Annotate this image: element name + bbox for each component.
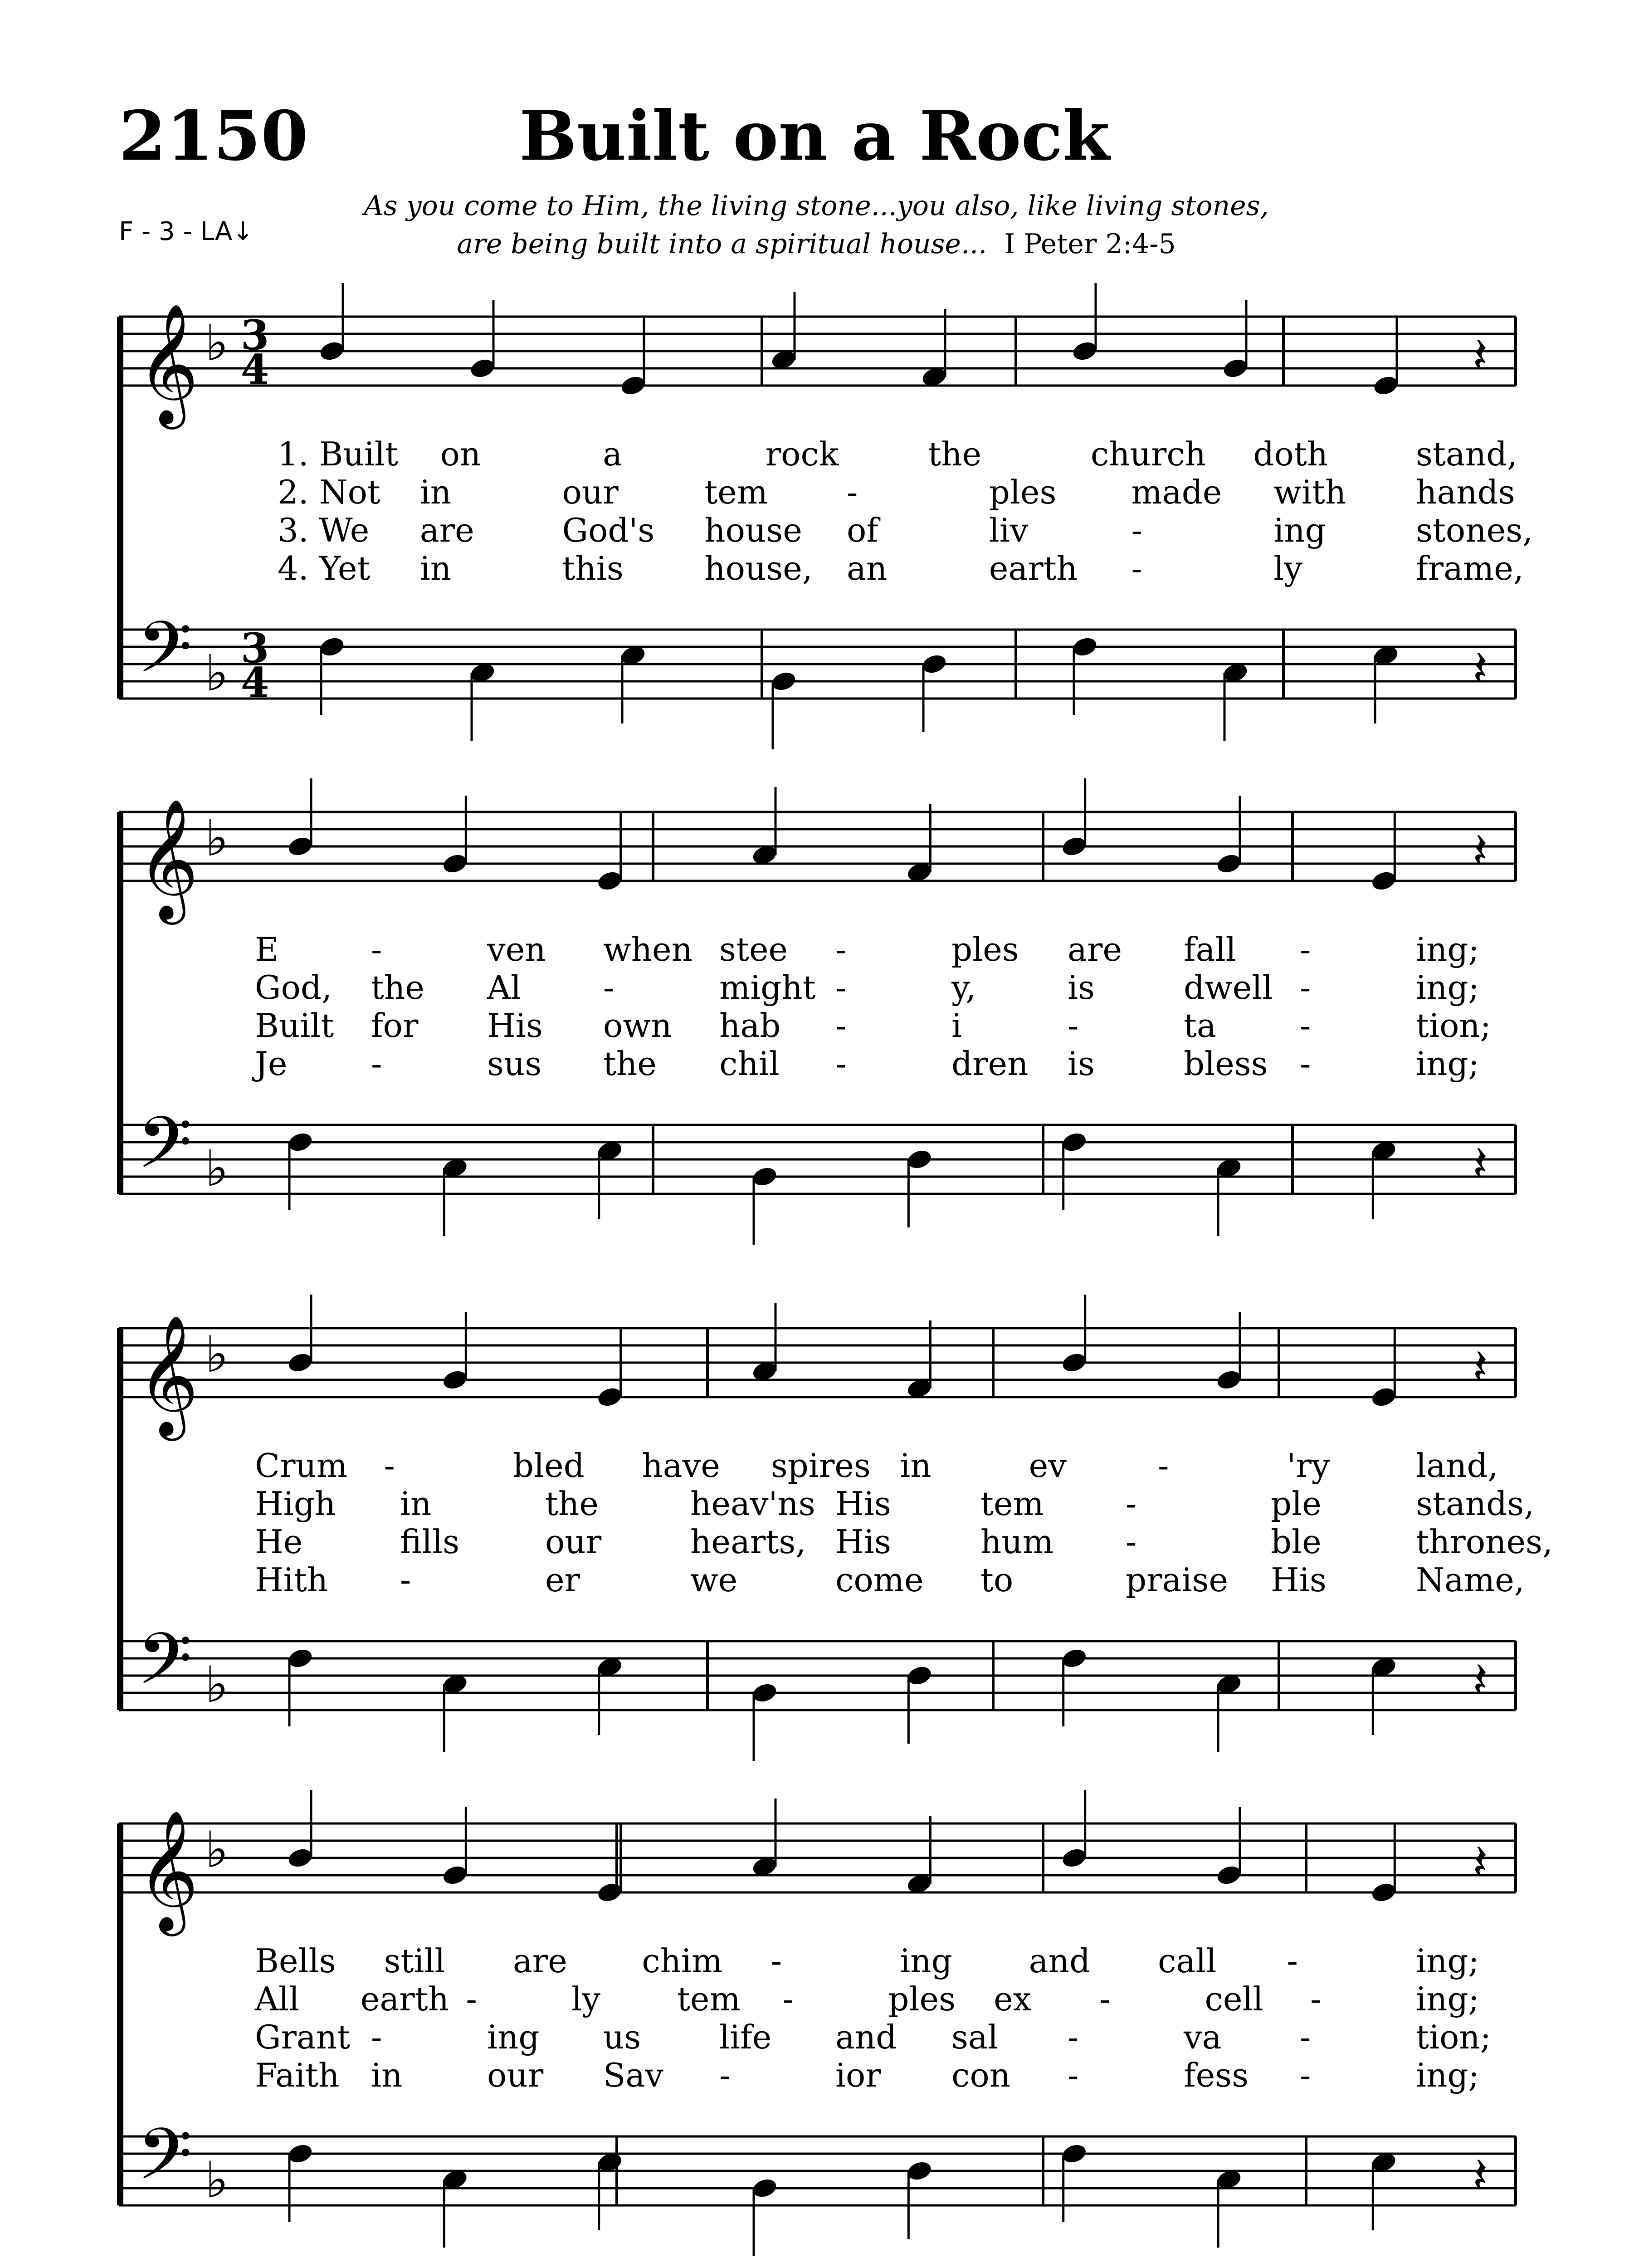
lyric-syllable: ev: [1029, 1447, 1067, 1485]
lyric-syllable: stands,: [1416, 1485, 1535, 1523]
lyric-syllable: -: [384, 1447, 395, 1485]
lyric-syllable: 3. We: [278, 511, 370, 549]
notehead: [1215, 852, 1243, 875]
quarter-rest-icon: 𝄽: [1473, 1651, 1488, 1709]
lyric-syllable: bless: [1184, 1045, 1268, 1083]
lyric-syllable: ly: [1273, 549, 1302, 587]
lyric-syllable: -: [1300, 2056, 1311, 2094]
lyric-syllable: -: [1126, 1523, 1137, 1561]
lyric-syllable: High: [255, 1485, 336, 1523]
lyric-syllable: hearts,: [690, 1523, 806, 1561]
quarter-rest-icon: 𝄽: [1473, 2146, 1488, 2204]
lyric-syllable: heav'ns: [690, 1485, 815, 1523]
lyric-syllable: Bells: [255, 1942, 336, 1980]
bass-clef-icon: 𝄢: [137, 2113, 193, 2213]
lyric-syllable: sal: [951, 2018, 998, 2056]
lyric-syllable: -: [371, 930, 382, 968]
lyric-syllable: dwell: [1184, 968, 1273, 1007]
lyric-syllable: ex: [994, 1980, 1032, 2018]
lyric-syllable: 4. Yet: [278, 549, 371, 587]
lyric-syllable: -: [1300, 1045, 1311, 1083]
lyric-syllable: in: [371, 2056, 403, 2094]
lyric-syllable: -: [1131, 549, 1142, 587]
lyric-syllable: -: [835, 1045, 847, 1083]
lyric-syllable: doth: [1253, 435, 1328, 473]
lyric-syllable: cell: [1205, 1980, 1263, 2018]
lyric-syllable: fills: [400, 1523, 460, 1561]
lyric-syllable: rock: [765, 435, 839, 473]
lyric-syllable: -: [400, 1561, 411, 1599]
lyric-syllable: -: [371, 2018, 382, 2056]
lyric-syllable: fall: [1184, 930, 1236, 968]
lyric-syllable: the: [371, 968, 424, 1007]
lyric-syllable: liv: [989, 511, 1029, 549]
lyric-syllable: ple: [1271, 1485, 1322, 1523]
hymn-number: 2150: [119, 96, 308, 176]
lyric-syllable: stee: [719, 930, 788, 968]
lyric-syllable: Built: [255, 1007, 334, 1045]
lyric-syllable: -: [835, 1007, 847, 1045]
lyric-syllable: God,: [255, 968, 332, 1007]
lyric-syllable: tion;: [1416, 2018, 1491, 2056]
lyric-syllable: -: [1068, 2018, 1079, 2056]
notehead: [286, 1846, 314, 1870]
lyric-syllable: Hith: [255, 1561, 328, 1599]
lyric-syllable: hands: [1416, 473, 1515, 511]
notehead: [751, 1681, 778, 1705]
notehead: [286, 2142, 314, 2165]
lyric-syllable: the: [603, 1045, 657, 1083]
lyric-syllable: ing;: [1416, 930, 1479, 968]
notehead: [441, 1863, 469, 1887]
hymn-title: Built on a Rock: [519, 96, 1110, 176]
notehead: [906, 1148, 933, 1171]
lyric-syllable: still: [384, 1942, 445, 1980]
lyric-syllable: tion;: [1416, 1007, 1491, 1045]
notehead: [1370, 1385, 1398, 1409]
lyric-syllable: -: [1126, 1485, 1137, 1523]
lyric-syllable: -: [1310, 1980, 1322, 2018]
notehead: [286, 1130, 314, 1154]
lyric-syllable: va: [1184, 2018, 1222, 2056]
lyric-syllable: -: [1287, 1942, 1298, 1980]
notehead: [1215, 1863, 1243, 1887]
tune-code: F - 3 - LA↓: [119, 217, 254, 246]
lyric-syllable: with: [1273, 473, 1346, 511]
bass-clef-icon: 𝄢: [137, 1618, 193, 1718]
notehead: [1370, 1881, 1398, 1904]
lyric-syllable: He: [255, 1523, 303, 1561]
lyric-syllable: the: [928, 435, 982, 473]
lyric-syllable: -: [1131, 511, 1142, 549]
lyric-syllable: ble: [1271, 1523, 1322, 1561]
notehead: [920, 652, 948, 676]
notehead: [751, 2176, 778, 2200]
lyric-syllable: All: [255, 1980, 300, 2018]
lyric-syllable: -: [371, 1045, 382, 1083]
lyric-syllable: -: [847, 473, 858, 511]
notehead: [1060, 1130, 1088, 1154]
lyric-syllable: -: [782, 1980, 794, 2018]
lyric-syllable: er: [545, 1561, 580, 1599]
lyric-syllable: Sav: [603, 2056, 663, 2094]
lyric-syllable: house: [704, 511, 802, 549]
lyric-syllable: spires: [771, 1447, 871, 1485]
notehead: [1060, 2142, 1088, 2165]
epigraph-line-2-text: are being built into a spiritual house...: [457, 228, 987, 260]
lyric-syllable: and: [835, 2018, 897, 2056]
notehead: [318, 339, 346, 363]
bass-clef-icon: 𝄢: [137, 1101, 193, 1202]
lyric-syllable: bled: [512, 1447, 585, 1485]
lyric-syllable: when: [603, 930, 693, 968]
system-bracket: [117, 1328, 123, 1710]
lyric-syllable: for: [371, 1007, 419, 1045]
lyric-syllable: are: [419, 511, 474, 549]
quarter-rest-icon: 𝄽: [1473, 640, 1488, 698]
lyric-syllable: -: [466, 1980, 477, 2018]
lyric-syllable: our: [562, 473, 619, 511]
notehead: [1370, 869, 1398, 893]
treble-clef-icon: 𝄞: [137, 798, 199, 919]
notehead: [1215, 1368, 1243, 1392]
lyric-syllable: ing;: [1416, 1942, 1479, 1980]
notehead: [906, 2159, 933, 2183]
lyric-syllable: i: [951, 1007, 962, 1045]
lyric-syllable: fess: [1184, 2056, 1249, 2094]
lyric-syllable: tem: [980, 1485, 1044, 1523]
lyric-syllable: ples: [951, 930, 1019, 968]
notehead: [286, 1351, 314, 1374]
lyric-syllable: us: [603, 2018, 641, 2056]
notehead: [1071, 339, 1098, 363]
quarter-rest-icon: 𝄽: [1473, 822, 1488, 880]
lyric-syllable: His: [835, 1485, 891, 1523]
lyric-syllable: -: [1068, 1007, 1079, 1045]
lyric-syllable: ven: [487, 930, 546, 968]
flat-icon: ♭: [205, 1821, 229, 1879]
lyric-syllable: ing: [1273, 511, 1326, 549]
lyric-syllable: ta: [1184, 1007, 1216, 1045]
bass-clef-icon: 𝄢: [137, 606, 193, 706]
time-signature-top: 3: [240, 624, 269, 673]
notehead: [318, 635, 346, 659]
lyric-syllable: ing;: [1416, 1980, 1479, 2018]
lyric-syllable: Faith: [255, 2056, 340, 2094]
lyric-syllable: y,: [951, 968, 976, 1007]
lyric-syllable: -: [771, 1942, 782, 1980]
quarter-rest-icon: 𝄽: [1473, 1135, 1488, 1193]
lyric-syllable: ing: [900, 1942, 952, 1980]
scripture-reference: I Peter 2:4-5: [1004, 228, 1176, 260]
flat-icon: ♭: [205, 1325, 229, 1383]
lyric-syllable: chim: [642, 1942, 723, 1980]
lyric-syllable: in: [419, 549, 452, 587]
notehead: [596, 1385, 624, 1409]
notehead: [1372, 374, 1400, 397]
lyric-syllable: -: [1158, 1447, 1169, 1485]
lyric-syllable: ing: [487, 2018, 540, 2056]
lyric-syllable: tem: [704, 473, 768, 511]
lyric-syllable: His: [1271, 1561, 1327, 1599]
time-signature-top: 3: [240, 311, 269, 360]
lyric-syllable: come: [835, 1561, 924, 1599]
lyric-syllable: life: [719, 2018, 772, 2056]
flat-icon: ♭: [205, 1139, 229, 1198]
lyric-syllable: sus: [487, 1045, 542, 1083]
lyric-syllable: ior: [835, 2056, 881, 2094]
flat-icon: ♭: [205, 644, 229, 702]
lyric-syllable: in: [400, 1485, 432, 1523]
lyric-syllable: 'ry: [1287, 1447, 1330, 1485]
lyric-syllable: -: [1099, 1980, 1111, 2018]
lyric-syllable: and: [1029, 1942, 1091, 1980]
lyric-syllable: -: [1300, 930, 1311, 968]
lyric-syllable: -: [835, 968, 847, 1007]
lyric-syllable: -: [1068, 2056, 1079, 2094]
lyric-syllable: His: [835, 1523, 891, 1561]
lyric-syllable: 1. Built: [278, 435, 398, 473]
system-bracket: [117, 812, 123, 1194]
system-bracket: [117, 1823, 123, 2205]
time-signature-bottom: 4: [240, 346, 269, 394]
lyric-syllable: own: [603, 1007, 672, 1045]
lyric-syllable: an: [847, 549, 888, 587]
treble-clef-icon: 𝄞: [137, 303, 199, 424]
epigraph-line-1: As you come to Him, the living stone...you also, like living stones,: [364, 190, 1269, 222]
quarter-rest-icon: 𝄽: [1473, 1833, 1488, 1892]
notehead: [751, 1165, 778, 1188]
notehead: [1071, 635, 1098, 659]
notehead: [619, 374, 647, 397]
lyric-syllable: hab: [719, 1007, 781, 1045]
notehead: [1060, 1846, 1088, 1870]
lyric-syllable: on: [440, 435, 481, 473]
lyric-syllable: 2. Not: [278, 473, 380, 511]
notehead: [286, 835, 314, 858]
flat-icon: ♭: [205, 314, 229, 372]
lyric-syllable: earth: [989, 549, 1078, 587]
lyric-syllable: -: [1300, 1007, 1311, 1045]
notehead: [596, 869, 624, 893]
lyric-syllable: -: [835, 930, 847, 968]
notehead: [441, 852, 469, 875]
lyric-syllable: chil: [719, 1045, 780, 1083]
lyric-syllable: Name,: [1416, 1561, 1525, 1599]
quarter-rest-icon: 𝄽: [1473, 1338, 1488, 1396]
flat-icon: ♭: [205, 1656, 229, 1714]
lyric-syllable: Crum: [255, 1447, 348, 1485]
lyric-syllable: His: [487, 1007, 543, 1045]
lyric-syllable: thrones,: [1416, 1523, 1553, 1561]
lyric-syllable: E: [255, 930, 279, 968]
lyric-syllable: are: [512, 1942, 567, 1980]
lyric-syllable: -: [603, 968, 615, 1007]
flat-icon: ♭: [205, 809, 229, 867]
lyric-syllable: ples: [989, 473, 1057, 511]
lyric-syllable: con: [951, 2056, 1011, 2094]
lyric-syllable: land,: [1416, 1447, 1498, 1485]
lyric-syllable: church: [1090, 435, 1206, 473]
notehead: [596, 1881, 624, 1904]
notehead: [1221, 357, 1249, 380]
lyric-syllable: ples: [888, 1980, 956, 2018]
lyric-syllable: Grant: [255, 2018, 351, 2056]
lyric-syllable: our: [487, 2056, 544, 2094]
lyric-syllable: ing;: [1416, 1045, 1479, 1083]
lyric-syllable: tem: [677, 1980, 741, 2018]
lyric-syllable: a: [603, 435, 623, 473]
lyric-syllable: the: [545, 1485, 599, 1523]
notehead: [468, 357, 496, 380]
lyric-syllable: this: [562, 549, 624, 587]
lyric-syllable: is: [1068, 1045, 1095, 1083]
lyric-syllable: earth: [360, 1980, 449, 2018]
notehead: [286, 1647, 314, 1670]
lyric-syllable: have: [642, 1447, 720, 1485]
notehead: [906, 1664, 933, 1687]
lyric-syllable: are: [1068, 930, 1122, 968]
lyric-syllable: praise: [1126, 1561, 1229, 1599]
lyric-syllable: hum: [980, 1523, 1054, 1561]
lyric-syllable: frame,: [1416, 549, 1524, 587]
lyric-syllable: -: [1300, 968, 1311, 1007]
lyric-syllable: is: [1068, 968, 1095, 1007]
lyric-syllable: house,: [704, 549, 813, 587]
treble-clef-icon: 𝄞: [137, 1315, 199, 1436]
notehead: [1060, 1351, 1088, 1374]
lyric-syllable: we: [690, 1561, 738, 1599]
lyric-syllable: Al: [487, 968, 522, 1007]
treble-clef-icon: 𝄞: [137, 1810, 199, 1931]
lyric-syllable: of: [847, 511, 878, 549]
lyric-syllable: to: [980, 1561, 1014, 1599]
lyric-syllable: in: [419, 473, 452, 511]
system-bracket: [117, 317, 123, 699]
flat-icon: ♭: [205, 2151, 229, 2209]
lyric-syllable: stones,: [1416, 511, 1533, 549]
lyric-syllable: dren: [951, 1045, 1029, 1083]
quarter-rest-icon: 𝄽: [1473, 327, 1488, 385]
lyric-syllable: ing;: [1416, 968, 1479, 1007]
lyric-syllable: stand,: [1416, 435, 1518, 473]
time-signature-bottom: 4: [240, 659, 269, 707]
lyric-syllable: -: [719, 2056, 731, 2094]
lyric-syllable: Je: [255, 1045, 288, 1083]
lyric-syllable: our: [545, 1523, 602, 1561]
lyric-syllable: in: [900, 1447, 932, 1485]
lyric-syllable: call: [1158, 1942, 1217, 1980]
lyric-syllable: God's: [562, 511, 655, 549]
lyric-syllable: might: [719, 968, 816, 1007]
notehead: [441, 1368, 469, 1392]
lyric-syllable: -: [1300, 2018, 1311, 2056]
lyric-syllable: made: [1131, 473, 1222, 511]
lyric-syllable: ly: [571, 1980, 600, 2018]
notehead: [770, 670, 797, 693]
lyric-syllable: ing;: [1416, 2056, 1479, 2094]
notehead: [1060, 1647, 1088, 1670]
notehead: [1060, 835, 1088, 858]
